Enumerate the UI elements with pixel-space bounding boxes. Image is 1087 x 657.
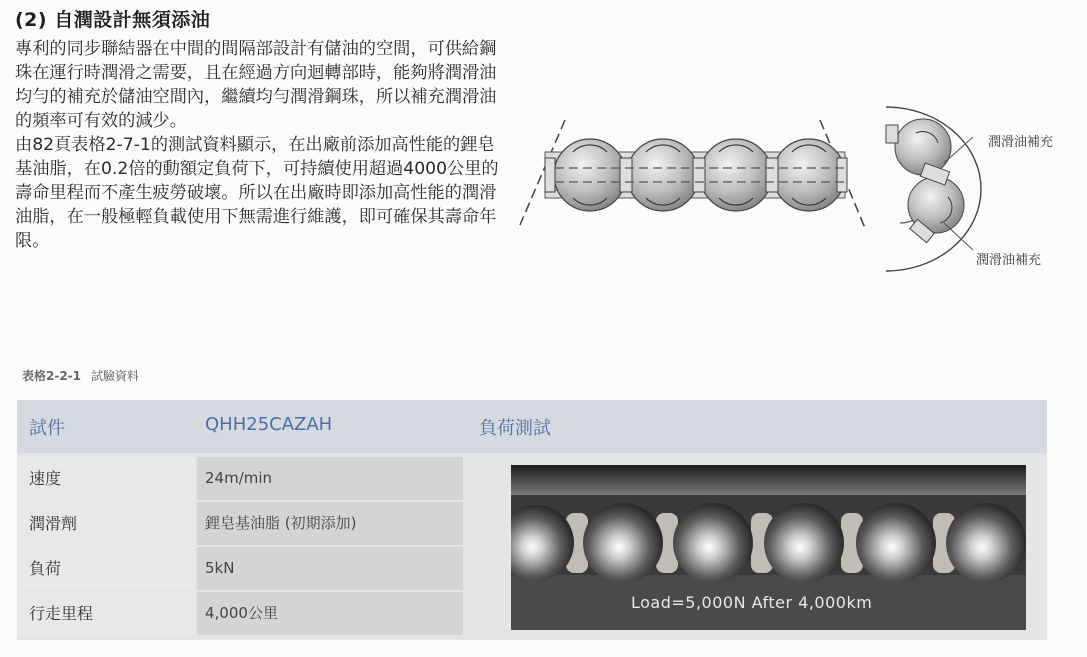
row-value-lubricant: 鋰皂基油脂 (初期添加)	[197, 502, 463, 545]
paragraph-1: 專利的同步聯結器在中間的間隔部設計有儲油的空間，可供給鋼珠在運行時潤滑之需要，且在經過方向迴轉部時，能夠將潤滑油均勻的補充於儲油空間內，繼續均勻潤滑鋼珠，所以補充潤滑油的頻率可有效的減少。	[15, 39, 497, 131]
table-caption	[22, 367, 139, 384]
row-label-lubricant: 潤滑劑	[17, 502, 195, 545]
header-specimen: 試件	[29, 418, 65, 439]
test-data-table	[17, 400, 1047, 640]
row-label-load: 負荷	[17, 547, 195, 590]
body-text	[15, 37, 505, 253]
header-model: QHH25CAZAH	[205, 414, 333, 435]
table-title: 試驗資料	[91, 369, 140, 383]
section-heading: (2) 自潤設計無須添油	[15, 9, 211, 31]
paragraph-2: 由82頁表格2-7-1的測試資料顯示，在出廠前添加高性能的鋰皂基油脂，在0.2倍的動額定負荷下，可持續使用超過4000公里的壽命里程而不產生疲勞破壞。所以在出廠時即添加高性能的潤滑油脂，在一般極輕負載使用下無需進行維護，即可確保其壽命年限。	[15, 135, 499, 251]
lube-refill-label-bottom: 潤滑油補充	[976, 253, 1042, 268]
row-value-speed: 24m/min	[197, 457, 463, 500]
table-number: 表格2-2-1	[22, 369, 82, 383]
photo-caption: Load=5,000N After 4,000km	[631, 593, 873, 612]
row-label-distance: 行走里程	[17, 592, 195, 635]
linear-ball-chain-diagram	[515, 110, 870, 245]
test-result-photo	[511, 465, 1026, 630]
row-value-distance: 4,000公里	[197, 592, 463, 635]
table-header	[17, 400, 1047, 453]
header-load-test: 負荷測試	[479, 418, 551, 439]
lube-refill-label-top: 潤滑油補充	[988, 135, 1054, 150]
row-label-speed: 速度	[17, 457, 195, 500]
row-value-load: 5kN	[197, 547, 463, 590]
